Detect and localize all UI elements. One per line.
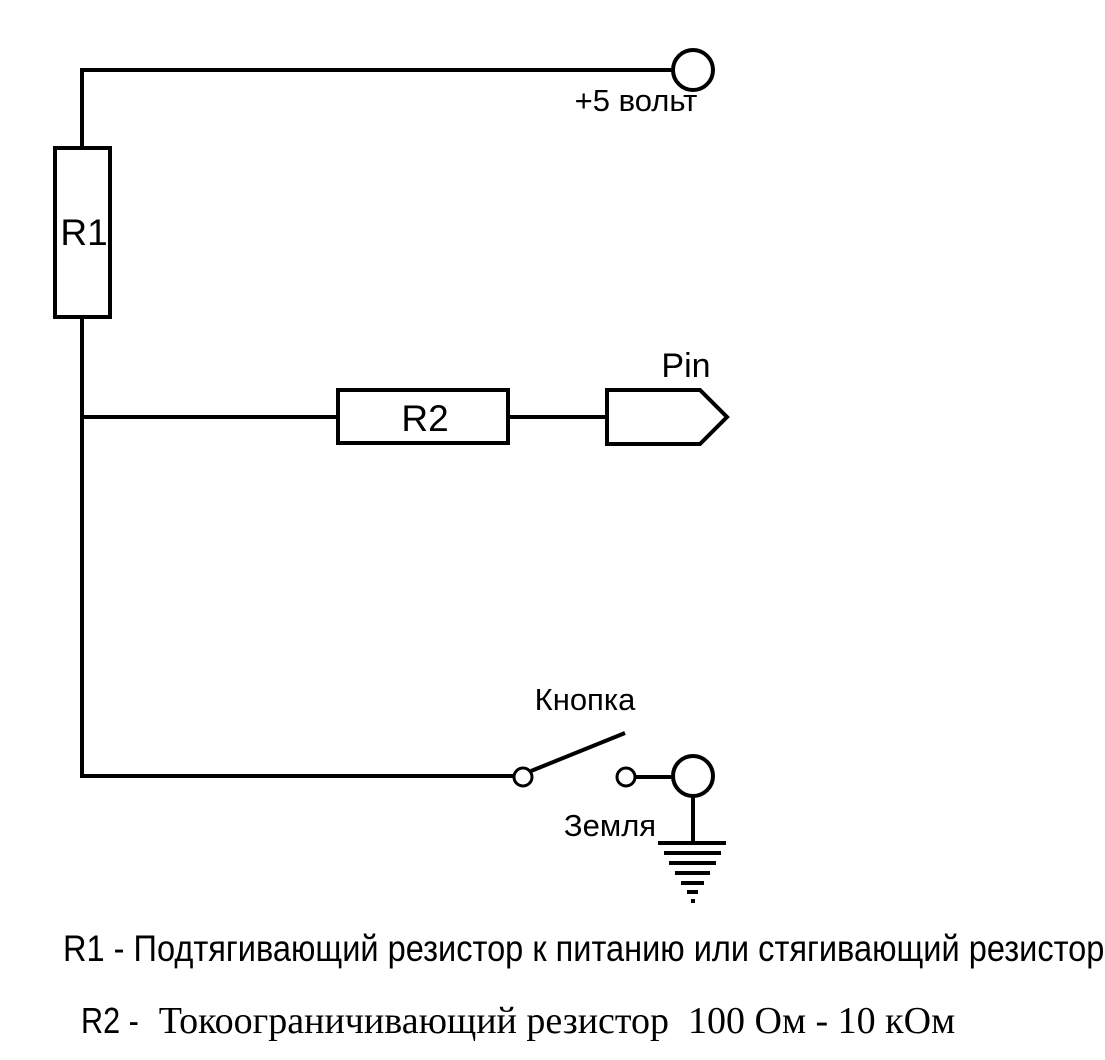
r2-label: R2 [401,398,449,439]
caption-r2-text: Токоограничивающий резистор 100 Ом - 10 кОм [158,1000,956,1042]
button-label: Кнопка [534,682,636,717]
switch-contact-right [617,768,635,786]
caption-r2-description [63,981,955,1060]
ground-label: Земля [563,808,657,843]
supply-label: +5 вольт [574,83,698,118]
ground-terminal-circle [673,756,713,796]
pin-label: Pin [661,347,711,385]
wires-group [80,70,693,843]
ground-symbol [658,843,726,901]
caption-r1-description: R1 - Подтягивающий резистор к питанию или стягивающий резистор [63,928,1105,969]
pin-arrow [607,390,727,444]
r1-label: R1 [60,212,108,253]
caption-r2-prefix: R2 - [80,1000,148,1041]
switch-contact-left [514,768,532,786]
labels-group [60,83,710,843]
switch-lever [531,733,625,771]
